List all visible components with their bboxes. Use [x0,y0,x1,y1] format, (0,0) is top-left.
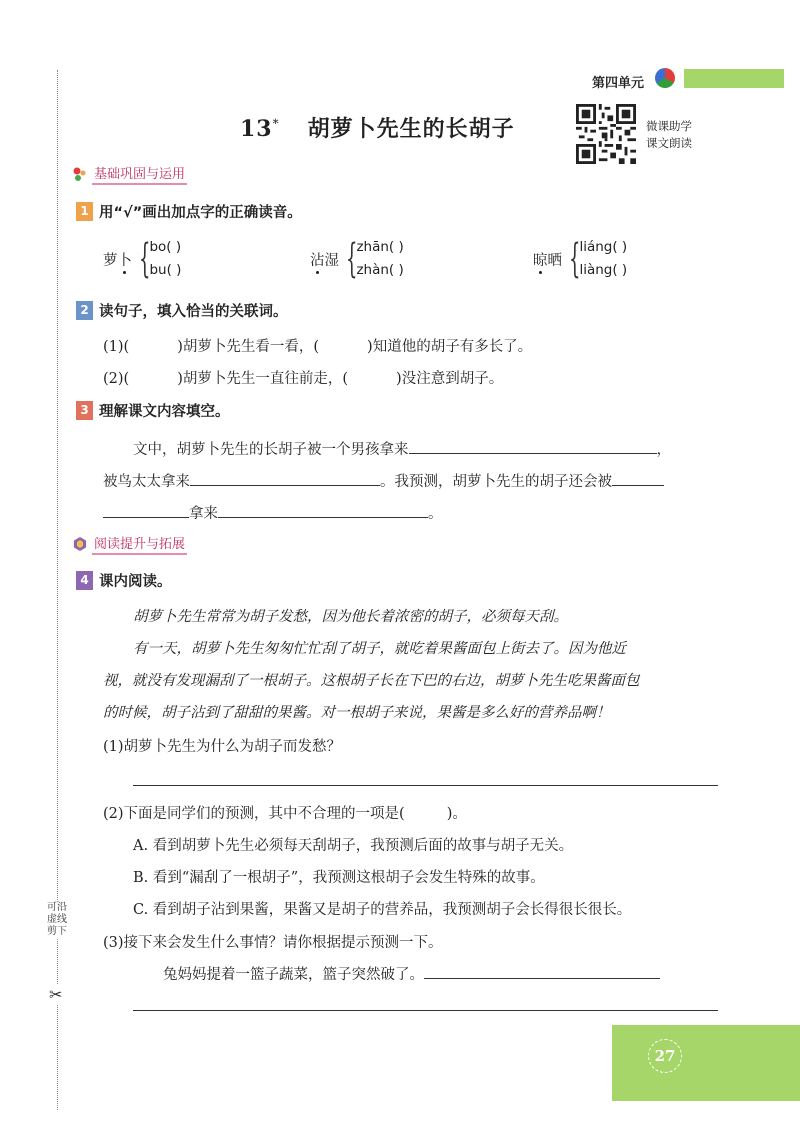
section-hexagon-icon [72,536,88,552]
qr-caption-line-1: 微课助学 [646,119,692,133]
passage-paragraph-1: 胡萝卜先生常常为胡子发愁，因为他长着浓密的胡子，必须每天刮。 [133,609,568,625]
q3-answer-blank[interactable] [409,438,657,454]
answer-line[interactable] [133,1010,718,1011]
q2-s1-part-c: )知道他的胡子有多长了。 [367,339,533,355]
prediction-prompt [163,963,660,984]
section-header-basic [72,163,187,185]
question-2-title: 读句子，填入恰当的关联词。 [99,304,288,320]
q1-option[interactable]: zhàn( ) [356,262,404,278]
q2-sentence-1 [103,335,532,356]
subquestion-2-end: )。 [446,806,467,822]
qr-caption-line-2: 课文朗读 [646,136,692,150]
q1-options [149,236,181,282]
q2-s1-part-a: (1)( [103,339,130,355]
subquestion-3: (3)接下来会发生什么事情？请你根据提示预测一下。 [103,935,443,951]
q3-text: 被鸟太太拿来 [103,474,190,490]
q3-text: 文中，胡萝卜先生的长胡子被一个男孩拿来 [133,442,409,458]
answer-line[interactable] [133,785,718,786]
lesson-star: * [272,116,280,131]
subquestion-1: (1)胡萝卜先生为什么为胡子而发愁？ [103,739,342,755]
brace-icon: { [345,236,358,282]
q1-option[interactable]: bu( ) [149,262,182,278]
prediction-prompt-text: 兔妈妈提着一篮子蔬菜，篮子突然破了。 [163,967,424,983]
question-1-header [76,201,302,222]
page-number: 27 [648,1039,682,1073]
question-4-header [76,570,172,591]
q2-sentence-2 [103,367,503,388]
cut-line [57,70,58,1110]
q3-answer-blank[interactable] [103,502,189,518]
brace-icon: { [568,236,581,282]
section-label-reading: 阅读提升与拓展 [92,533,187,555]
q1-options [356,236,403,282]
q3-answer-blank[interactable] [218,502,428,518]
q1-word: 沾湿 [310,252,339,269]
q1-word: 晾晒 [533,252,562,269]
scissors-icon: ✂ [49,985,63,1004]
qr-caption [646,118,692,152]
lesson-title [240,112,515,143]
page-number-tab [612,1025,800,1101]
q1-option[interactable]: bo( ) [149,239,182,255]
q2-s2-part-c: )没注意到胡子。 [396,371,504,387]
q3-line-1 [133,438,671,459]
unit-color-wheel-icon [655,68,675,88]
q1-word: 萝卜 [103,252,132,269]
lesson-title-text: 胡萝卜先生的长胡子 [307,116,515,142]
question-number-badge: 2 [76,301,93,320]
q3-answer-blank[interactable] [190,470,380,486]
brace-icon: { [138,236,151,282]
q2-s2-part-b: )胡萝卜先生一直往前走，( [177,371,349,387]
q3-answer-blank[interactable] [612,470,664,486]
lesson-number: 13 [240,116,273,142]
q1-item-1 [103,236,181,282]
option-a[interactable]: A. 看到胡萝卜先生必须每天刮胡子，我预测后面的故事与胡子无关。 [133,838,574,854]
option-c[interactable]: C. 看到胡子沾到果酱，果酱又是胡子的营养品，我预测胡子会长得很长很长。 [133,902,632,918]
unit-label: 第四单元 [592,76,645,91]
question-3-title: 理解课文内容填空。 [99,404,230,420]
subquestion-2-text: (2)下面是同学们的预测，其中不合理的一项是( [103,806,405,822]
section-label-basic: 基础巩固与运用 [92,163,187,185]
question-1-title: 用“√”画出加点字的正确读音。 [99,205,302,221]
q3-text: 拿来 [189,506,218,522]
question-number-badge: 1 [76,202,93,221]
answer-blank[interactable] [424,963,660,979]
q3-line-2 [103,470,664,491]
passage-paragraph-2-line-1: 有一天，胡萝卜先生匆匆忙忙刮了胡子，就吃着果酱面包上街去了。因为他近 [133,641,626,657]
q1-option[interactable]: liáng( ) [579,239,628,255]
section-dots-icon [72,166,88,182]
question-2-header [76,300,288,321]
section-header-reading [72,533,187,555]
q1-options [579,236,627,282]
q1-option[interactable]: zhān( ) [356,239,404,255]
cut-instruction: 可沿虚线剪下 [47,902,67,937]
q3-text: 。 [428,506,443,522]
q3-text: ， [656,442,671,458]
q2-s1-part-b: )胡萝卜先生看一看，( [177,339,320,355]
q1-item-2 [310,236,404,282]
question-number-badge: 3 [76,401,93,420]
qr-code-icon[interactable] [576,104,636,164]
option-b[interactable]: B. 看到“漏刮了一根胡子”，我预测这根胡子会发生特殊的故事。 [133,870,545,886]
q1-option[interactable]: liàng( ) [579,262,628,278]
unit-header-bar [684,69,784,88]
question-number-badge: 4 [76,571,93,590]
passage-paragraph-2-line-3: 的时候，胡子沾到了甜甜的果酱。对一根胡子来说，果酱是多么好的营养品啊！ [103,705,611,721]
q3-line-3 [103,502,443,523]
subquestion-2 [103,802,467,823]
passage-paragraph-2-line-2: 视，就没有发现漏刮了一根胡子。这根胡子长在下巴的右边，胡萝卜先生吃果酱面包 [103,673,640,689]
question-4-title: 课内阅读。 [99,574,172,590]
q1-item-3 [533,236,627,282]
q2-s2-part-a: (2)( [103,371,130,387]
q3-text: 。我预测，胡萝卜先生的胡子还会被 [380,474,612,490]
question-3-header [76,400,230,421]
